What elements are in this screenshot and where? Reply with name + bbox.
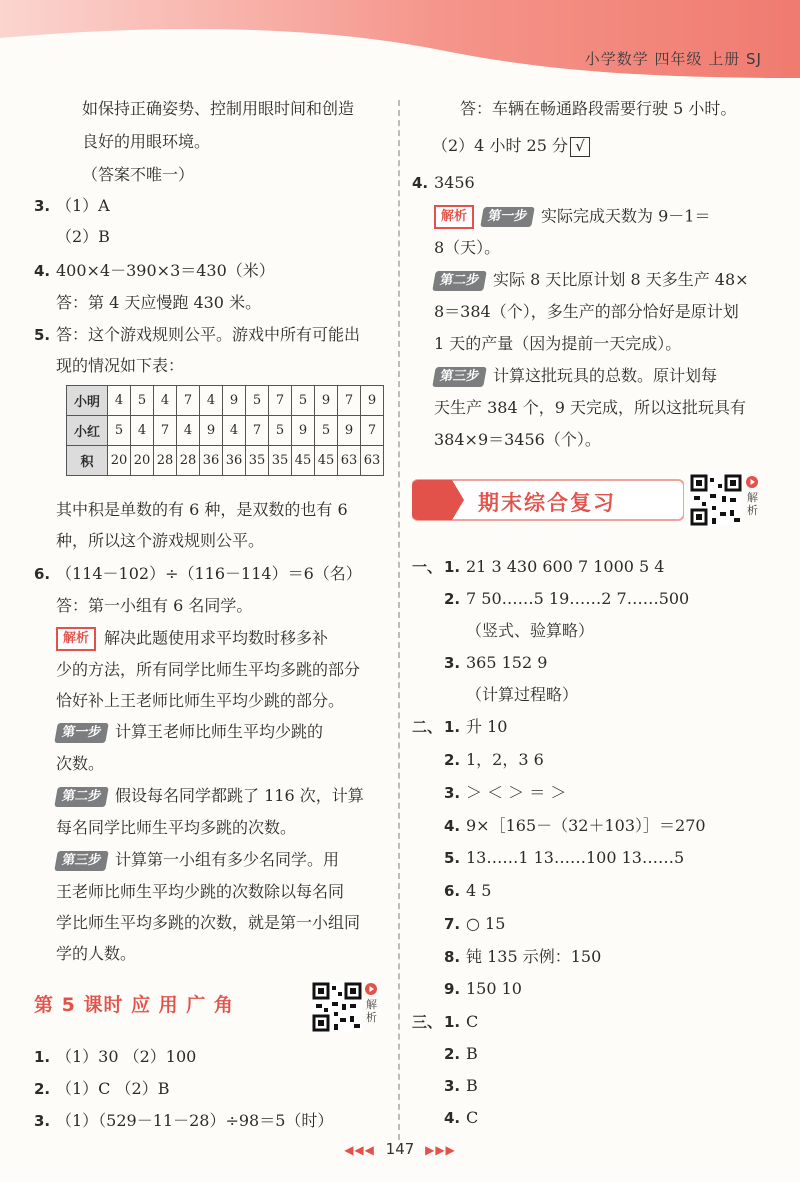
- text-line: 8＝384（个），多生产的部分恰好是原计划: [434, 302, 739, 321]
- text-line: 恰好补上王老师比师生平均少跳的部分。: [56, 691, 345, 710]
- text-line: 良好的用眼环境。: [82, 132, 211, 151]
- table-cell: 4: [154, 386, 177, 416]
- text-line: 如保持正确姿势、控制用眼时间和创造: [82, 99, 355, 118]
- question-number: 7.: [444, 915, 461, 933]
- column-divider: [398, 100, 400, 1140]
- table-cell: 7: [361, 416, 384, 446]
- answer-text: 13……1 13……100 13……5: [466, 848, 685, 867]
- question-number: 5.: [34, 326, 51, 344]
- question-number: 9.: [444, 980, 461, 998]
- question-number: 4.: [444, 1109, 461, 1127]
- answer-text: 1，2，3 6: [466, 750, 544, 769]
- answer-text: （1）30 （2）100: [56, 1047, 197, 1066]
- play-icon: [746, 476, 758, 488]
- answer-text: 400×4－390×3＝430（米）: [56, 261, 275, 280]
- analysis-tag: 解析: [434, 205, 474, 229]
- answer-text: 3456: [434, 173, 475, 192]
- table-cell: 5: [108, 416, 131, 446]
- header-title: 小学数学 四年级 上册 SJ: [584, 50, 762, 68]
- prev-arrows-icon: ◀◀◀: [344, 1143, 375, 1157]
- step-text: 计算王老师比师生平均少跳的: [115, 722, 324, 741]
- answer-text: （计算过程略）: [466, 685, 579, 704]
- answer-text: ＞ ＜ ＞ ＝ ＞: [466, 783, 567, 802]
- table-cell: 63: [338, 446, 361, 476]
- play-icon: [365, 983, 377, 995]
- question-number: 1.: [444, 718, 461, 736]
- question-number: 4.: [412, 174, 429, 192]
- analysis-line: [56, 627, 328, 651]
- answer-text: （1）（529－11－28）÷98＝5（时）: [56, 1111, 334, 1130]
- table-cell: 9: [315, 386, 338, 416]
- text-line: 学比师生平均多跳的次数，就是第一小组同: [56, 913, 361, 932]
- table-row: [67, 416, 384, 446]
- question-number: 2.: [34, 1080, 51, 1098]
- answer-text: ○ 15: [466, 914, 506, 933]
- table-cell: 9: [361, 386, 384, 416]
- answer-text: B: [466, 1076, 478, 1095]
- table-cell: 7: [246, 416, 269, 446]
- step-text: 实际完成天数为 9－1＝: [541, 206, 711, 226]
- answer-text: 钝 135 示例：150: [466, 947, 602, 966]
- text-line: 其中积是单数的有 6 种，是双数的也有 6: [56, 500, 348, 519]
- answer-text: 7 50……5 19……2 7……500: [466, 589, 690, 608]
- check-icon: √: [570, 137, 590, 157]
- question-number: 1.: [444, 1013, 461, 1031]
- step-tag: 第二步: [432, 271, 487, 291]
- question-number: 3.: [34, 197, 51, 215]
- section-label: 二、: [412, 718, 443, 736]
- next-arrows-icon: ▶▶▶: [425, 1143, 456, 1157]
- answer-text: 365 152 9: [466, 653, 548, 672]
- question-number: 2.: [444, 751, 461, 769]
- row-header: 积: [67, 446, 108, 476]
- table-cell: 36: [223, 446, 246, 476]
- step-line: [434, 365, 717, 387]
- table-cell: 4: [131, 416, 154, 446]
- question-number: 2.: [444, 1045, 461, 1063]
- table-cell: 45: [315, 446, 338, 476]
- answer-text: 答：这个游戏规则公平。游戏中所有可能出: [56, 325, 361, 344]
- answer-text: 21 3 430 600 7 1000 5 4: [466, 557, 665, 576]
- section-label: 三、: [412, 1013, 443, 1031]
- table-cell: 35: [269, 446, 292, 476]
- question-number: 5.: [444, 849, 461, 867]
- question-number: 1.: [34, 1048, 51, 1066]
- text-line: 每名同学比师生平均多跳的次数。: [56, 818, 297, 837]
- answer-text: 150 10: [466, 979, 522, 998]
- answer-text: （竖式、验算略）: [466, 621, 595, 640]
- question-number: 3.: [444, 1077, 461, 1095]
- answer-text: （2）B: [56, 227, 110, 246]
- step-text: 假设每名同学都跳了 116 次，计算: [115, 786, 364, 805]
- question-number: 4.: [34, 262, 51, 280]
- answer-text: 现的情况如下表：: [56, 356, 185, 375]
- game-table: [66, 385, 384, 476]
- section-label: 一、: [412, 558, 443, 576]
- table-cell: 9: [338, 416, 361, 446]
- table-cell: 20: [108, 446, 131, 476]
- text-line: 次数。: [56, 754, 105, 773]
- answer-text: 答：第 4 天应慢跑 430 米。: [56, 293, 262, 312]
- header-wave: [0, 0, 800, 82]
- answer-text: B: [466, 1044, 478, 1063]
- table-cell: 4: [177, 416, 200, 446]
- table-cell: 5: [292, 386, 315, 416]
- table-cell: 63: [361, 446, 384, 476]
- text-line: （答案不唯一）: [82, 165, 195, 184]
- table-cell: 5: [246, 386, 269, 416]
- table-cell: 4: [200, 386, 223, 416]
- table-cell: 5: [315, 416, 338, 446]
- qr-code-icon[interactable]: [312, 982, 362, 1032]
- table-cell: 5: [269, 416, 292, 446]
- table-cell: 9: [200, 416, 223, 446]
- qr-label: 解析: [747, 491, 758, 517]
- step-text: 计算这批玩具的总数。原计划每: [493, 366, 718, 385]
- table-cell: 28: [177, 446, 200, 476]
- question-number: 6.: [444, 882, 461, 900]
- table-cell: 4: [108, 386, 131, 416]
- text-line: 种，所以这个游戏规则公平。: [56, 531, 265, 550]
- answer-text: （1）A: [56, 196, 110, 215]
- text-line: 少的方法，所有同学比师生平均多跳的部分: [56, 660, 361, 679]
- text-line: 王老师比师生平均少跳的次数除以每名同: [56, 882, 345, 901]
- question-number: 8.: [444, 948, 461, 966]
- table-cell: 7: [154, 416, 177, 446]
- row-header: 小明: [67, 386, 108, 416]
- table-cell: 28: [154, 446, 177, 476]
- table-cell: 9: [292, 416, 315, 446]
- table-row: [67, 386, 384, 416]
- table-cell: 4: [223, 416, 246, 446]
- page-footer: [0, 1140, 800, 1170]
- answer-text: （1）C （2）B: [56, 1079, 170, 1098]
- step-tag: 第一步: [480, 207, 535, 227]
- step-tag: 第二步: [54, 787, 109, 807]
- question-number: 6.: [34, 565, 51, 583]
- step-text: 实际 8 天比原计划 8 天多生产 48×: [493, 270, 749, 289]
- page-number: 147: [385, 1140, 415, 1158]
- analysis-line: [434, 205, 710, 229]
- answer-text: 答：第一小组有 6 名同学。: [56, 596, 253, 615]
- table-row: [67, 446, 384, 476]
- analysis-tag: 解析: [56, 627, 96, 651]
- review-title: 期末综合复习: [478, 491, 616, 515]
- table-cell: 9: [223, 386, 246, 416]
- text-line: 1 天的产量（因为提前一天完成）。: [434, 334, 682, 353]
- answer-text: 升 10: [466, 717, 508, 736]
- lesson-title: 第 5 课时 应 用 广 角: [34, 994, 234, 1016]
- text-line: 答：车辆在畅通路段需要行驶 5 小时。: [460, 99, 737, 118]
- step-tag: 第一步: [54, 723, 109, 743]
- text-line: 8（天）。: [434, 238, 501, 257]
- qr-label: 解析: [366, 998, 377, 1024]
- text-line: [432, 135, 590, 157]
- step-line: [434, 269, 749, 291]
- question-number: 3.: [444, 784, 461, 802]
- table-cell: 5: [131, 386, 154, 416]
- question-number: 2.: [444, 590, 461, 608]
- qr-code-icon[interactable]: [690, 474, 742, 526]
- step-tag: 第三步: [54, 851, 109, 871]
- table-cell: 36: [200, 446, 223, 476]
- step-line: [56, 785, 364, 807]
- answer-text: （114－102）÷（116－114）＝6（名）: [56, 564, 362, 583]
- table-cell: 7: [269, 386, 292, 416]
- question-number: 1.: [444, 558, 461, 576]
- table-cell: 20: [131, 446, 154, 476]
- table-cell: 45: [292, 446, 315, 476]
- answer-text: 4 5: [466, 881, 492, 900]
- answer-text: （2）4 小时 25 分: [432, 136, 568, 155]
- row-header: 小红: [67, 416, 108, 446]
- header-band: [0, 0, 800, 82]
- step-line: [56, 721, 323, 743]
- table-cell: 35: [246, 446, 269, 476]
- answer-text: 9×［165－（32＋103）］＝270: [466, 816, 706, 835]
- question-number: 3.: [444, 654, 461, 672]
- text-line: 384×9＝3456（个）。: [434, 430, 601, 449]
- table-cell: 7: [338, 386, 361, 416]
- step-line: [56, 849, 339, 871]
- answer-text: C: [466, 1108, 479, 1127]
- answer-text: C: [466, 1012, 479, 1031]
- step-tag: 第三步: [432, 367, 487, 387]
- question-number: 4.: [444, 817, 461, 835]
- step-text: 计算第一小组有多少名同学。用: [115, 850, 340, 869]
- text-line: 天生产 384 个，9 天完成，所以这批玩具有: [434, 398, 746, 417]
- text-line: 学的人数。: [56, 944, 137, 963]
- question-number: 3.: [34, 1112, 51, 1130]
- table-cell: 7: [177, 386, 200, 416]
- analysis-text: 解决此题使用求平均数时移多补: [104, 628, 329, 648]
